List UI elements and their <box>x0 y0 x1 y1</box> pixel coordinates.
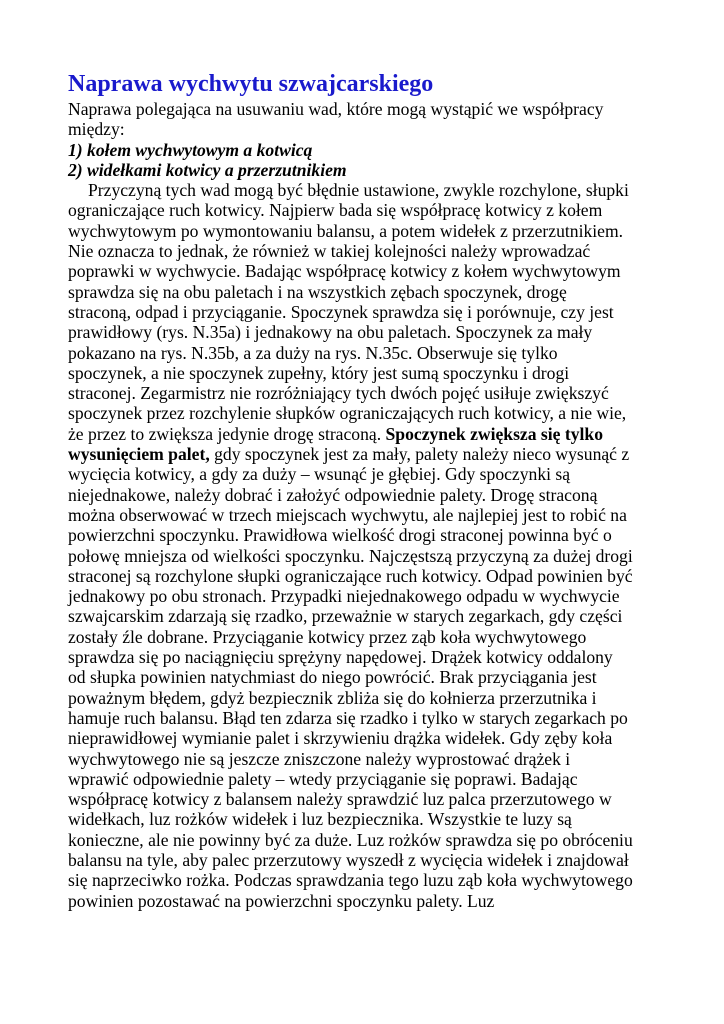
body-line: wychwytowego nie są jeszcze zniszczone należy wyprostować drążek i <box>68 748 571 769</box>
body-line: prawidłowy (rys. N.35a) i jednakowy na obu paletach. Spoczynek za mały <box>68 322 593 343</box>
body-line: powierzchni spoczynku. Prawidłowa wielkość drogi straconej powinna być o <box>68 525 612 546</box>
body-line: połowę mniejsza od wielkości spoczynku. Najczęstszą przyczyną za dużej drogi <box>68 545 633 566</box>
body-line: ograniczające ruch kotwicy. Najpierw bada się współpracę kotwicy z kołem <box>68 200 603 221</box>
body-line: straconej są rozchylone słupki ograniczające ruch kotwicy. Odpad powinien być <box>68 565 633 586</box>
body-line: Nie oznacza to jednak, że również w takiej kolejności należy wprowadzać <box>68 241 591 262</box>
body-line: sprawdza się po naciągnięciu sprężyny napędowej. Drążek kotwicy oddalony <box>68 647 613 668</box>
body-line: wycięcia kotwicy, a gdy za duży – wsunąć je głębiej. Gdy spoczynki są <box>68 464 571 485</box>
body-bold-text: wysunięciem palet, <box>68 444 210 465</box>
body-line: konieczne, ale nie powinny być za duże. Luz rożków sprawdza się po obróceniu <box>68 829 633 850</box>
body-text: że przez to zwiększa jedynie drogę straconą. <box>68 423 386 444</box>
body-line: zostały źle dobrane. Przyciąganie kotwicy przez ząb koła wychwytowego <box>68 626 587 647</box>
list-item: 1) kołem wychwytowym a kotwicą <box>68 139 313 160</box>
body-line: poważnym błędem, gdyż bezpiecznik zbliża się do kołnierza przerzutnika i <box>68 687 597 708</box>
body-line: wychwytowym po wymontowaniu balansu, a potem widełek z przerzutnikiem. <box>68 220 624 241</box>
body-line: balansu na tyle, aby palec przerzutowy wyszedł z wycięcia widełek i znajdował <box>68 849 629 870</box>
body-line: powinien pozostawać na powierzchni spoczynku palety. Luz <box>68 890 495 911</box>
list-item: 2) widełkami kotwicy a przerzutnikiem <box>68 159 347 180</box>
body-line: sprawdza się na obu paletach i na wszystkich zębach spoczynek, drogę <box>68 281 567 302</box>
intro-paragraph <box>68 99 668 140</box>
intro-line: Naprawa polegająca na usuwaniu wad, które mogą wystąpić we współpracy <box>68 99 604 119</box>
body-line: spoczynek przez rozchylenie słupków ograniczających ruch kotwicy, a nie wie, <box>68 403 627 424</box>
body-line: Przyczyną tych wad mogą być błędnie ustawione, zwykle rozchylone, słupki <box>88 180 629 201</box>
body-line: poprawki w wychwycie. Badając współpracę kotwicy z kołem wychwytowym <box>68 261 621 282</box>
numbered-list <box>68 140 668 181</box>
body-line: współpracę kotwicy z balansem należy sprawdzić luz palca przerzutowego w <box>68 789 612 810</box>
body-text: gdy spoczynek jest za mały, palety należy nieco wysunąć z <box>209 444 630 465</box>
page-title: Naprawa wychwytu szwajcarskiego <box>68 71 434 97</box>
body-line: od słupka powinien natychmiast do niego powrócić. Brak przyciągania jest <box>68 667 597 688</box>
body-line: widełkach, luz rożków widełek i luz bezpiecznika. Wszystkie te luzy są <box>68 809 572 830</box>
body-line: wprawić odpowiednie palety – wtedy przyciąganie się poprawi. Badając <box>68 768 578 789</box>
document-page <box>68 70 668 911</box>
body-line: hamuje ruch balansu. Błąd ten zdarza się rzadko i tylko w starych zegarkach po <box>68 707 628 728</box>
body-line: jednakowy po obu stronach. Przypadki niejednakowego odpadu w wychwycie <box>68 586 620 607</box>
body-line: szwajcarskim zdarzają się rzadko, przeważnie w starych zegarkach, gdy części <box>68 606 623 627</box>
body-line: spoczynek, a nie spoczynek zupełny, który jest sumą spoczynku i drogi <box>68 362 570 383</box>
body-line-mixed <box>68 444 668 464</box>
body-line: straconej. Zegarmistrz nie rozróżniający tych dwóch pojęć usiłuje zwiększyć <box>68 383 609 404</box>
body-line: straconą, odpad i przyciąganie. Spoczynek sprawdza się i porównuje, czy jest <box>68 301 614 322</box>
body-line: się naprzeciwko rożka. Podczas sprawdzania tego luzu ząb koła wychwytowego <box>68 870 633 891</box>
body-bold-text: Spoczynek zwiększa się tylko <box>385 423 603 444</box>
body-line-mixed <box>68 424 668 444</box>
body-line: pokazano na rys. N.35b, a za duży na rys. N.35c. Obserwuje się tylko <box>68 342 558 363</box>
body-line: można obserwować w trzech miejscach wychwytu, ale najlepiej jest to robić na <box>68 504 627 525</box>
body-line: nieprawidłowej wymianie palet i skrzywieniu drążka widełek. Gdy zęby koła <box>68 728 613 749</box>
intro-line: między: <box>68 119 125 140</box>
body-paragraph <box>68 180 668 911</box>
body-line: niejednakowe, należy dobrać i założyć odpowiednie palety. Drogę straconą <box>68 484 598 505</box>
